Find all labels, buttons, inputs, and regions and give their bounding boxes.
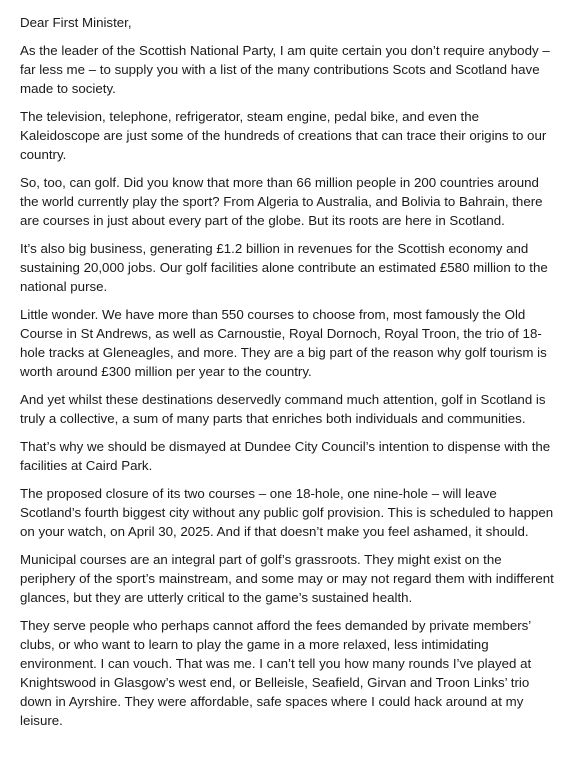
paragraph: That’s why we should be dismayed at Dundee City Council’s intention to dispense with the facilities at Caird Park. (20, 439, 551, 473)
paragraph: The television, telephone, refrigerator, steam engine, pedal bike, and even the Kaleidoscope are just some of the hundreds of creations that can trace their origins to our country. (20, 109, 547, 162)
paragraph: As the leader of the Scottish National Party, I am quite certain you don’t require anybody – far less me – to supply you with a list of the many contributions Scots and Scotland have made to society. (20, 43, 550, 96)
paragraph: The proposed closure of its two courses – one 18-hole, one nine-hole – will leave Scotland’s fourth biggest city without any public golf provision. This is scheduled to happen on your watch, on April 30, 2025. And if that doesn’t make you feel ashamed, it should. (20, 486, 554, 539)
paragraph: Little wonder. We have more than 550 courses to choose from, most famously the Old Course in St Andrews, as well as Carnoustie, Royal Dornoch, Royal Troon, the trio of 18-hole tracks at Gleneagles, and more. They are a big part of the reason why golf tourism is worth around £300 million per year to the country. (20, 307, 547, 379)
paragraph: Municipal courses are an integral part of golf’s grassroots. They might exist on the periphery of the sport’s mainstream, and some may or may not regard them with indifferent glances, but they are utterly critical to the game’s sustained health. (20, 552, 554, 605)
salutation: Dear First Minister, (20, 15, 132, 30)
paragraph: And yet whilst these destinations deservedly command much attention, golf in Scotland is truly a collective, a sum of many parts that enriches both individuals and communities. (20, 392, 546, 426)
letter-body (20, 13, 560, 739)
paragraph: They serve people who perhaps cannot afford the fees demanded by private members’ clubs, or who want to learn to play the game in a more relaxed, less intimidating environment. I can vouch. That was me. I can’t tell you how many rounds I’ve played at Knightswood in Glasgow’s west end, or Belleisle, Seafield, Girvan and Troon Links’ trio down in Ayrshire. They were affordable, safe spaces where I could hack around at my leisure. (20, 618, 532, 728)
paragraph: It’s also big business, generating £1.2 billion in revenues for the Scottish economy and sustaining 20,000 jobs. Our golf facilities alone contribute an estimated £580 million to the national purse. (20, 241, 548, 294)
paragraph: So, too, can golf. Did you know that more than 66 million people in 200 countries around the world currently play the sport? From Algeria to Australia, and Bolivia to Bahrain, there are courses in just about every part of the globe. But its roots are here in Scotland. (20, 175, 543, 228)
